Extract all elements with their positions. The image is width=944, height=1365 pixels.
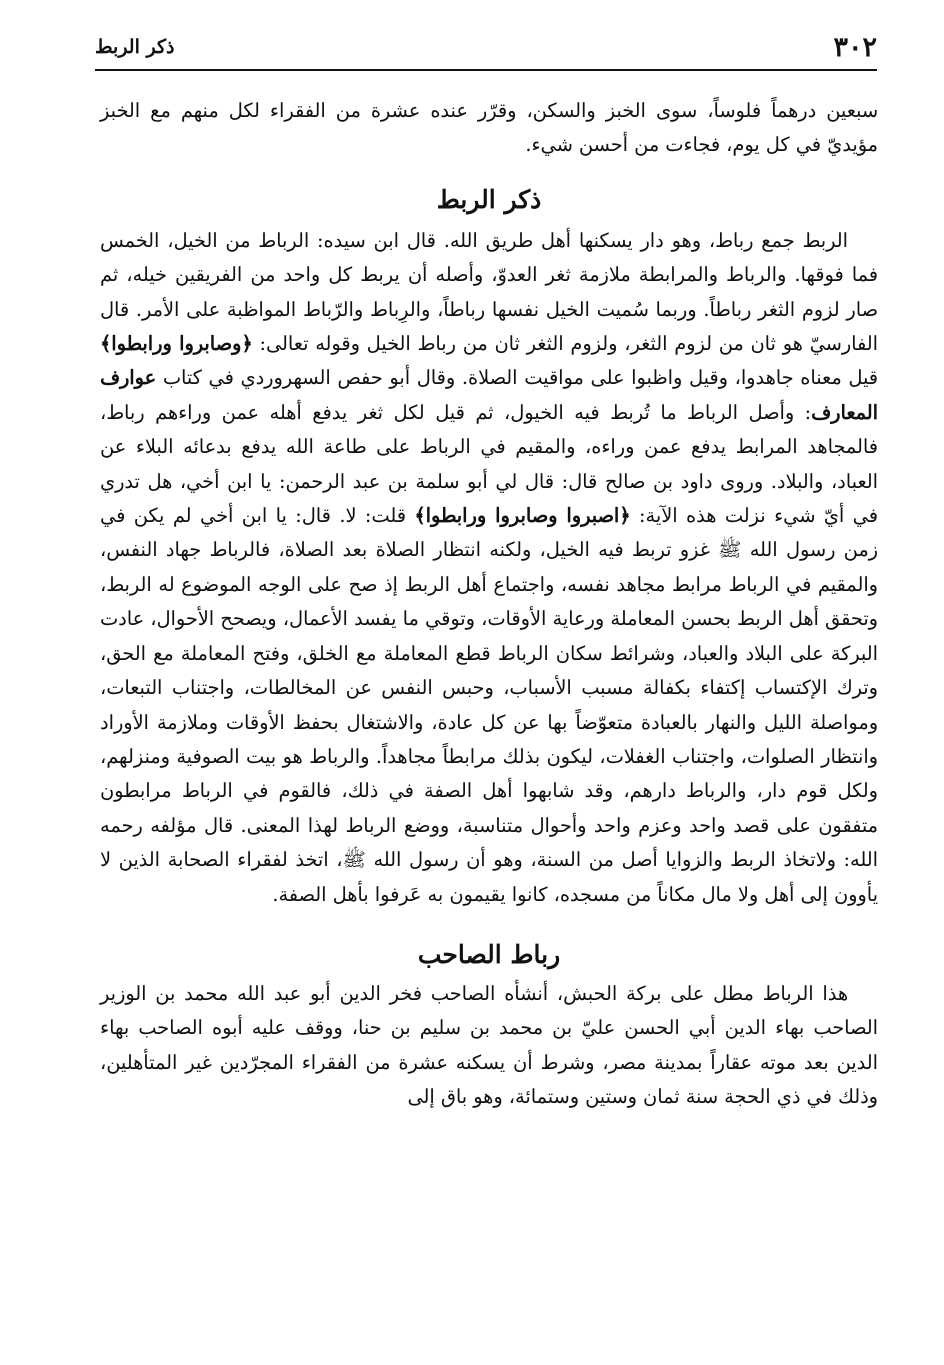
page-header xyxy=(95,30,877,66)
section-ribat-alsahib-paragraph: هذا الرباط مطل على بركة الحبش، أنشأه الصاحب فخر الدين أبو عبد الله محمد بن الوزير الصاحب بهاء الدين أبي الحسن عليّ بن محمد بن سليم بن حنا، ووقف عليه أبوه الصاحب بهاء الدين بعد موته عقاراً بمدينة مصر، وشرط أن يسكنه عشرة من الفقراء المجرّدين غير المتأهلين، وذلك في ذي الحجة سنة ثمان وستين وستمائة، وهو باق إلى xyxy=(100,981,878,1109)
section-heading-ribat-alsahib: رباط الصاحب xyxy=(417,939,561,969)
section-heading-ribat: ذكر الربط xyxy=(436,184,542,214)
ribat-text-part-2: قيل معناه جاهدوا، وقيل واظبوا على مواقيت الصلاة. وقال أبو حفص السهروردي في كتاب xyxy=(162,366,878,390)
quran-quote-2: ﴿اصبروا وصابروا ورابطوا﴾ xyxy=(414,504,631,528)
page-body xyxy=(100,94,878,1115)
ribat-text-part-3: : وأصل الرباط ما تُربط فيه الخيول، ثم قيل لكل ثغر يدفع أهله عمن وراءهم رباط، فالمجاهد المرابط يدفع عمن وراءه، والمقيم في الرباط على طاعة الله يدفع بدعائه البلاء عن العباد، والبلاد. وروى داود بن صالح قال: قال لي أبو سلمة بن عبد الرحمن: يا ابن أخي، هل تدري في أيّ شيء نزلت هذه الآية: xyxy=(100,400,878,528)
book-title: عوارف المعارف xyxy=(100,366,878,424)
quran-quote-1: ﴿وصابروا ورابطوا﴾ xyxy=(100,332,253,356)
page-number: ٣٠٢ xyxy=(833,32,877,63)
running-head: ذكر الربط xyxy=(95,36,175,58)
section-ribat-paragraph xyxy=(100,224,878,912)
ribat-text-part-4: قلت: لا. قال: يا ابن أخي لم يكن في زمن رسول الله ﷺ غزو تربط فيه الخيل، ولكنه انتظار الصلاة بعد الصلاة، فالرباط جهاد النفس، والمقيم في الرباط مرابط مجاهد نفسه، واجتماع أهل الربط إذ صح على الوجه الموضوع له الربط، وتحقق أهل الربط بحسن المعاملة ورعاية الأوقات، وتوقي ما يفسد الأعمال، ويصحح الأحوال، عادت البركة على البلاد والعباد، وشرائط سكان الرباط قطع المعاملة مع الخلق، وفتح المعاملة مع الحق، وترك الإكتساب إكتفاء بكفالة مسبب الأسباب، وحبس النفس عن المخالطات، واجتناب التبعات، ومواصلة الليل والنهار بالعبادة متعوّضاً بها عن كل عادة، والاشتغال بحفظ الأوقات وملازمة الأوراد وانتظار الصلوات، واجتناب الغفلات، ليكون بذلك مرابطاً مجاهداً. والرباط هو بيت الصوفية ومنزلهم، ولكل قوم دار، والرباط دارهم، وقد شابهوا أهل الصفة في ذلك، فالقوم في الرباط مرابطون متفقون على قصد واحد وعزم واحد وأحوال متناسبة، ووضع الرباط لهذا المعنى. قال مؤلفه رحمه الله: ولاتخاذ الربط والزوايا أصل من السنة، وهو أن رسول الله ﷺ، اتخذ لفقراء الصحابة الذين لا يأوون إلى أهل ولا مال مكاناً من مسجده، كانوا يقيمون به عَرفوا بأهل الصفة. xyxy=(100,504,878,906)
header-rule xyxy=(95,69,877,71)
ribat-text-part-1: الربط جمع رباط، وهو دار يسكنها أهل طريق الله. قال ابن سيده: الرباط من الخيل، الخمس فما فوقها. والرباط والمرابطة ملازمة ثغر العدوّ، وأصله أن يربط كل واحد من الفريقين خيله، ثم صار لزوم الثغر رباطاً. وربما سُميت الخيل نفسها رباطاً، والرِباط والرّباط المواظبة على الأمر. قال الفارسيّ هو ثان من لزوم الثغر، ولزوم الثغر ثان من رباط الخيل وقوله تعالى: xyxy=(100,228,878,356)
intro-paragraph: سبعين درهماً فلوساً، سوى الخبز والسكن، وقرّر عنده عشرة من الفقراء لكل منهم مع الخبز مؤيديّ في كل يوم، فجاءت من أحسن شيء. xyxy=(100,99,878,157)
